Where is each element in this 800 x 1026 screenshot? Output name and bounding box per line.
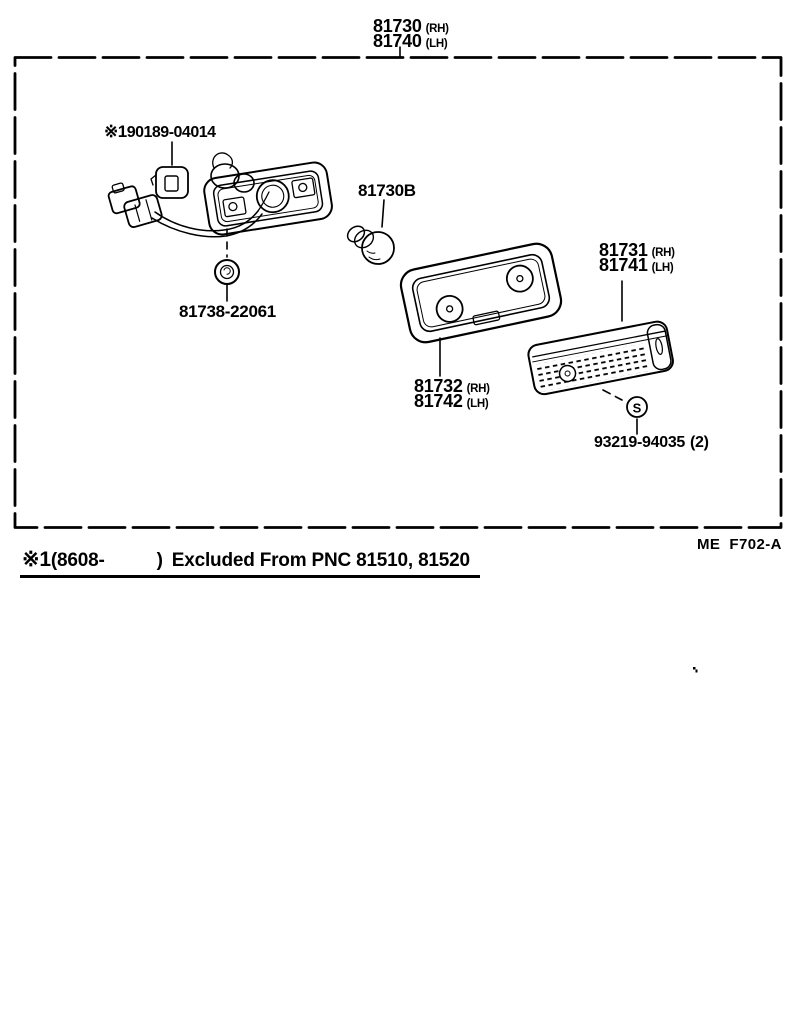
part-number: 81738-22061 bbox=[179, 302, 276, 321]
part-number: 81731 bbox=[599, 240, 648, 260]
part-number: 81740 bbox=[373, 31, 422, 51]
label-body-lh bbox=[414, 391, 490, 411]
lens-drawing bbox=[527, 320, 675, 396]
footnote-range-close: ) bbox=[156, 550, 163, 571]
label-screw bbox=[594, 434, 709, 452]
label-clip bbox=[104, 122, 216, 142]
side-indicator: (LH) bbox=[466, 398, 489, 410]
label-lens bbox=[599, 240, 675, 275]
part-number: 93219-94035 bbox=[594, 434, 686, 451]
side-indicator: (LH) bbox=[651, 262, 674, 274]
quantity: (2) bbox=[690, 434, 709, 451]
label-lens-lh bbox=[599, 255, 675, 275]
screw-symbol-drawing bbox=[603, 390, 647, 434]
grommet-drawing bbox=[215, 260, 239, 301]
connector-drawing bbox=[106, 175, 163, 232]
part-number: 81742 bbox=[414, 391, 463, 411]
label-body bbox=[414, 376, 490, 411]
side-indicator: (RH) bbox=[466, 383, 490, 395]
lamp-body-drawing bbox=[398, 241, 564, 345]
screw-symbol-letter: S bbox=[632, 400, 642, 416]
part-number: 81732 bbox=[414, 376, 463, 396]
part-number: 90189-04014 bbox=[126, 124, 216, 141]
label-grommet bbox=[179, 302, 276, 322]
footnote-range-open: (8608- bbox=[50, 550, 105, 571]
footnote-text: Excluded From PNC 81510, 81520 bbox=[171, 550, 470, 571]
part-number: 81730B bbox=[358, 181, 416, 200]
scan-artifact bbox=[693, 667, 698, 673]
screw-leader-dashed bbox=[603, 390, 622, 400]
clip-drawing bbox=[151, 142, 188, 198]
lamp-assembly-drawing bbox=[202, 161, 333, 237]
label-assembly bbox=[373, 16, 449, 51]
side-indicator: (RH) bbox=[425, 23, 449, 35]
bulb-leader-line bbox=[382, 200, 384, 227]
label-assembly-lh bbox=[373, 31, 449, 51]
figure-code: ME F702-A bbox=[697, 536, 782, 553]
part-number: 81741 bbox=[599, 255, 648, 275]
side-indicator: (LH) bbox=[425, 38, 448, 50]
bulb-drawing bbox=[345, 200, 394, 264]
label-bulb bbox=[358, 181, 416, 201]
part-number: 81730 bbox=[373, 16, 422, 36]
side-indicator: (RH) bbox=[651, 247, 675, 259]
footnote bbox=[20, 547, 480, 578]
footnote-marker: ※1 bbox=[22, 548, 51, 571]
footnote-marker: ※1 bbox=[104, 122, 127, 141]
